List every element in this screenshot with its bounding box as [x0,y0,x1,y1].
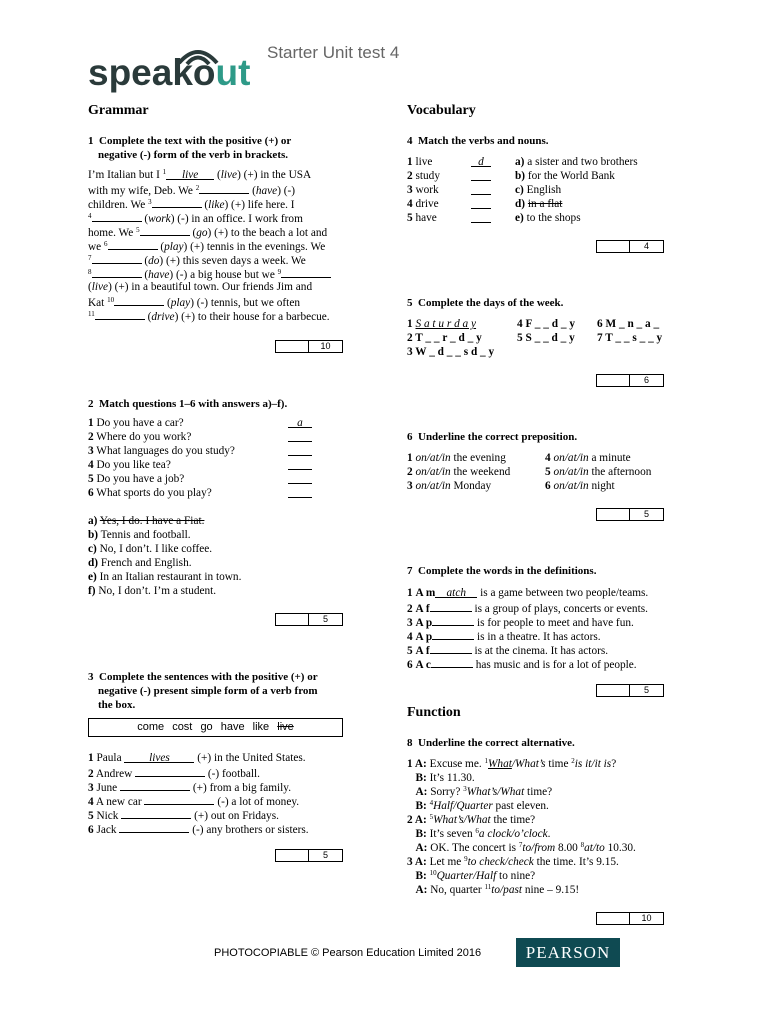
vocabulary-heading: Vocabulary [407,103,476,118]
q7-score-box: 5 [596,684,664,697]
list-item: 4 Do you like tea? [88,458,328,472]
list-item: 3 What languages do you study? [88,444,328,458]
q5-score-box: 6 [596,374,664,387]
q8-score-box: 10 [596,912,664,925]
logo-wordmark: speakout [88,52,251,93]
q8-dialogues: 1 A: Excuse me. $^1$What/What’s time $^2$is it/it is? B: It’s 11.30. A: Sorry? $^3$What’s/What time? B: $^4$Half/Quarter past eleven. 2 A: $^5$What’s/What the time? B: It’s seven $^6$a clock/o’clock. A: OK. The concert is $^7$to/from 8.00 $^8$at/to 10.30. 3 A: Let me $^9$to check/check the time. It’s 9.15. B: $^{10}$Quarter/Half to nine? A: No, quarter $^{11}$to/past nine – 9.15! [407,757,636,896]
list-item: 3 June (+) from a big family. [88,779,358,793]
list-item: 1 Paula lives (+) in the United States. [88,752,306,764]
q6-prepositions: 1 on/at/in the evening 4 on/at/in a minute 2 on/at/in the weekend 5 on/at/in the afternoon 3 on/at/in Monday 6 on/at/in night [407,452,652,492]
q4-instructions: 4 Match the verbs and nouns. [407,135,549,147]
list-item: 2 A f is a group of plays, concerts or events. [407,600,707,614]
q1-passage: I’m Italian but I $^1$ live (live) (+) in the USA with my wife, Deb. We $^2$ (have) (-) children. We $^3$ (like) (+) life here. I $^4$ (work) (-) in an office. I work from home. We $^5$ (go) (+) to the beach a lot and we $^6$ (play) (+) tennis in the evenings. We $^7$ (do) (+) this seven days a week. We $^8$ (have) (-) a big house but we $^9$ (live) (+) in a beautiful town. Our friends Jim and Kat $^{10}$ (play) (-) tennis, but we often $^{11}$ (drive) (+) to their house for a barbecue. [88,168,330,323]
q6-score-box: 5 [596,508,664,521]
list-item: 4 A new car (-) a lot of money. [88,793,358,807]
q1-score-box: 10 [275,340,343,353]
q2-instructions: 2 Match questions 1–6 with answers a)–f). [88,398,288,410]
list-item: 2 Andrew (-) football. [88,765,358,779]
list-item: 5 A f is at the cinema. It has actors. [407,642,707,656]
q4-score-box: 4 [596,240,664,253]
q5-days: 1 S a t u r d a y 4 F _ _ d _ y 6 M _ n _ a _ 2 T _ _ r _ d _ y 5 S _ _ d _ y 7 T _ _ s _ _ y 3 W _ d _ _ s d _ y [407,318,663,358]
list-item: 6 What sports do you play? [88,486,328,500]
q2-answers: a) Yes, I do. I have a Fiat. b) Tennis and football. c) No, I don’t. I like coffee. d) French and English. e) In an Italian restaurant in town. f) No, I don’t. I’m a student. [88,515,242,597]
list-item: 5 Nick (+) out on Fridays. [88,807,358,821]
q2-questions [88,416,328,500]
pearson-logo: PEARSON [516,938,620,967]
q5-instructions: 5 Complete the days of the week. [407,297,564,309]
q3-score-box: 5 [275,849,343,862]
list-item: 4 A p is in a theatre. It has actors. [407,628,707,642]
list-item: 6 Jack (-) any brothers or sisters. [88,821,358,835]
list-item: 3 A p is for people to meet and have fun. [407,614,707,628]
list-item: 5 Do you have a job? [88,472,328,486]
q1-instructions: 1 Complete the text with the positive (+) or negative (-) form of the verb in brackets. [88,135,292,161]
grammar-heading: Grammar [88,103,149,118]
q2-score-box: 5 [275,613,343,626]
list-item: 1 A m atch is a game between two people/teams. [407,587,649,599]
q6-instructions: 6 Underline the correct preposition. [407,431,578,443]
q4-match: 1 live d a) a sister and two brothers 2 study b) for the World Bank 3 work c) English 4 drive d) in a flat 5 have e) to the shops [407,156,638,224]
function-heading: Function [407,705,461,720]
copyright-notice: PHOTOCOPIABLE © Pearson Education Limited 2016 [214,947,482,959]
q8-instructions: 8 Underline the correct alternative. [407,737,575,749]
list-item: 1 Do you have a car? a [88,416,328,430]
q3-sentences [88,751,358,835]
list-item: 6 A c has music and is for a lot of people. [407,656,707,670]
list-item: 2 Where do you work? [88,430,328,444]
q7-definitions [407,586,707,670]
unit-title: Starter Unit test 4 [267,43,400,62]
q3-word-box: come cost go have like live [88,718,343,737]
q7-instructions: 7 Complete the words in the definitions. [407,565,597,577]
q3-instructions: 3 Complete the sentences with the positive (+) or negative (-) present simple form of a verb from the box. [88,671,318,711]
